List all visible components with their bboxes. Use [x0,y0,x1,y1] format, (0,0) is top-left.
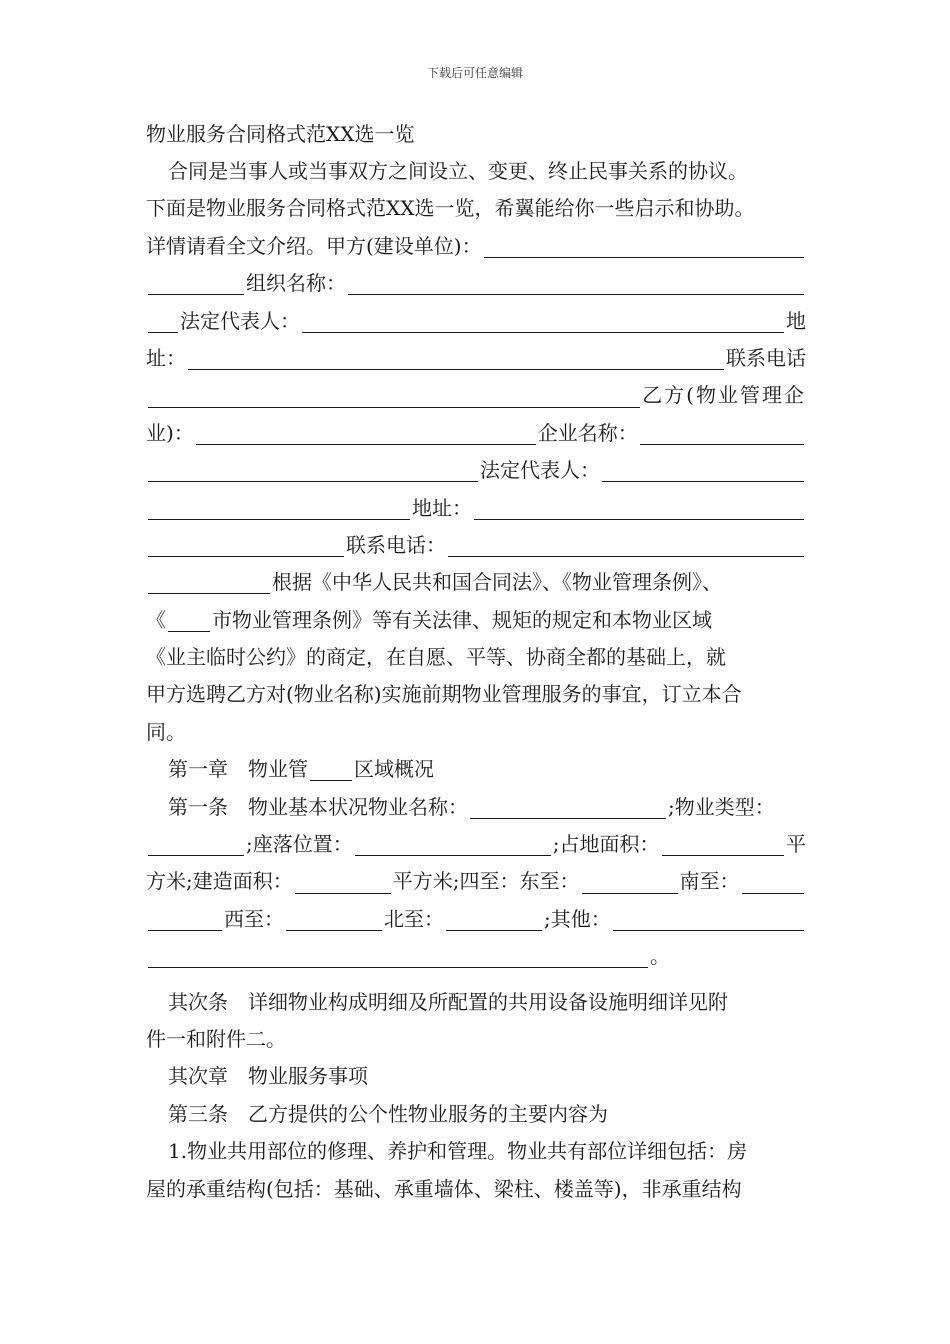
paragraph-line: 合同是当事人或当事双方之间设立、变更、终止民事关系的协议。 [168,159,748,183]
blank-field [484,235,804,258]
page-header: 下载后可任意编辑 [426,66,523,80]
blank-field [168,609,210,632]
paragraph-line: 方米;建造面积： 平方米;四至：东至： 南至： [146,863,806,900]
blank-field [148,571,270,594]
blank-field [355,833,551,856]
blank-field [148,534,344,557]
blank-field [474,497,804,520]
blank-field [148,497,410,520]
blank-field [582,871,678,894]
paragraph-line: 《 市物业管理条例》等有关法律、规矩的规定和本物业区域 [146,607,712,632]
blank-field [286,908,382,931]
blank-field [188,347,724,370]
paragraph-line: 下面是物业服务合同格式范XX选一览，希翼能给你一些启示和协助。 [146,196,755,221]
blank-field [148,272,244,295]
blank-field [148,908,222,931]
paragraph-line: 法定代表人： [146,452,806,489]
paragraph-line: ;座落位置： ;占地面积： 平 [146,826,806,863]
blank-field [148,310,178,333]
paragraph-line: 址： 联系电话 [146,345,806,370]
blank-field [148,385,640,408]
paragraph-line: 其次条 详细物业构成明细及所配置的共用设备设施明细详见附 [168,989,728,1014]
article-heading: 第三条 乙方提供的公个性物业服务的主要内容为 [168,1101,608,1126]
blank-field [742,871,805,894]
paragraph-line: 西至： 北至： ;其他： [146,901,806,938]
paragraph-line: 《业主临时公约》的商定，在自愿、平等、协商全都的基础上，就 [146,645,726,670]
document-body [146,116,806,1208]
blank-field [348,272,804,295]
blank-field [148,459,478,482]
blank-field [302,310,784,333]
blank-field [148,833,244,856]
blank-field [470,796,666,819]
paragraph-line: 同。 [146,719,186,744]
blank-field [613,908,804,931]
paragraph-line: 件一和附件二。 [146,1026,286,1051]
paragraph-line: 甲方选聘乙方对(物业名称)实施前期物业管理服务的事宜，订立本合 [146,682,742,707]
paragraph-line: 第一条 物业基本状况物业名称： ;物业类型： [168,794,775,819]
blank-field [148,945,648,968]
paragraph-line: 地址： [146,490,806,527]
document-title: 物业服务合同格式范XX选一览 [146,122,415,146]
paragraph-line: 业)： 企业名称： [146,415,806,452]
paragraph-line: 1.物业共用部位的修理、养护和管理。物业共有部位详细包括：房 [168,1139,748,1164]
blank-field [448,534,804,557]
blank-field [602,459,804,482]
paragraph-line: 法定代表人： 地 [146,303,806,340]
paragraph-line: 乙方(物业管理企 [146,377,806,414]
paragraph-line: 联系电话： [146,527,806,564]
paragraph-line: 。 [146,938,806,975]
paragraph-line: 详情请看全文介绍。甲方(建设单位)： [146,228,806,265]
blank-field [640,422,804,445]
paragraph-line: 根据《中华人民共和国合同法》、《物业管理条例》、 [146,564,806,601]
blank-field [310,758,352,781]
blank-field [196,422,536,445]
blank-field [446,908,542,931]
paragraph-line: 屋的承重结构(包括：基础、承重墙体、梁柱、楼盖等)，非承重结构 [146,1176,742,1201]
chapter-heading: 第一章 物业管 区域概况 [168,757,434,782]
blank-field [662,833,785,856]
blank-field [295,871,391,894]
chapter-heading: 其次章 物业服务事项 [168,1064,368,1089]
paragraph-line: 组织名称： [146,265,806,302]
